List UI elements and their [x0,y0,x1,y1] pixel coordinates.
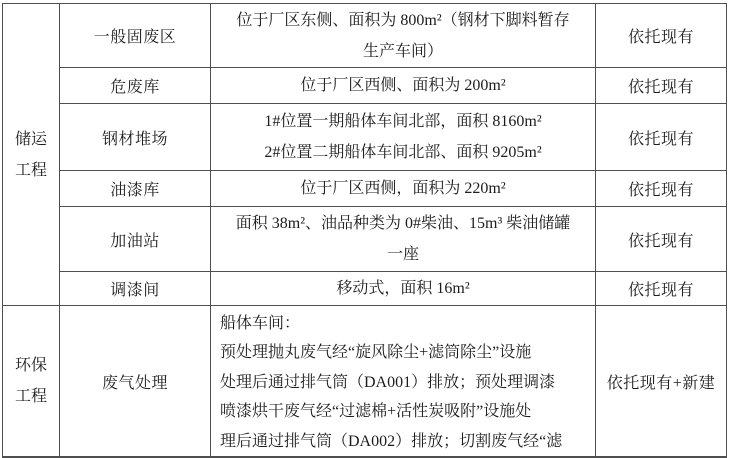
description-line: 面积 38m²、油品种类为 0#柴油、15m³ 柴油储罐 [235,215,571,232]
section-label-line: 工程 [14,388,47,406]
table-row [3,272,727,306]
facility-cell: 一般固废区 [60,4,211,68]
description-line: 生产车间） [362,42,443,60]
description-cell [211,272,596,306]
description-line: 一座 [386,246,419,263]
status-cell: 依托现有 [596,171,727,207]
table-row [3,104,727,171]
section-label-line: 储运 [14,130,47,148]
description-cell [211,207,596,272]
status-cell: 依托现有 [596,104,727,171]
description-line: 1#位置一期船体车间北部，面积 8160m² [264,113,542,130]
status-cell: 依托现有 [596,4,727,68]
facility-cell: 废气处理 [60,306,211,458]
description-line: 船体车间： [220,315,301,332]
facility-cell: 钢材堆场 [60,104,211,171]
description-cell [211,104,596,171]
facility-cell: 油漆库 [60,171,211,207]
status-cell: 依托现有 [596,68,727,104]
table-row [3,171,727,207]
description-line: 理后通过排气筒（DA002）排放；切割废气经“滤 [220,432,563,450]
status-cell: 依托现有 [596,207,727,272]
description-line: 喷漆烘干废气经“过滤棉+活性炭吸附”设施处 [220,403,532,421]
table-row [3,306,727,458]
description-cell [211,171,596,207]
project-overview-table [2,3,727,458]
status-cell: 依托现有 [596,272,727,306]
description-line: 2#位置二期船体车间北部、面积 9205m² [264,144,542,161]
facility-cell: 调漆间 [60,272,211,306]
section-cell-environment [3,306,60,458]
status-cell: 依托现有+新建 [596,306,727,458]
facility-cell: 危废库 [60,68,211,104]
facility-cell: 加油站 [60,207,211,272]
description-line: 预处理抛丸废气经“旋风除尘+滤筒除尘”设施 [220,344,532,362]
description-line: 处理后通过排气筒（DA001）排放；预处理调漆 [220,373,556,391]
section-label-line: 工程 [14,161,47,179]
description-cell [211,4,596,68]
description-cell [211,68,596,104]
description-cell [211,306,596,458]
description-line: 移动式，面积 16m² [336,280,470,297]
description-line: 位于厂区西侧、面积为 200m² [300,77,506,94]
table-row [3,68,727,104]
table-row [3,4,727,68]
description-line: 位于厂区东侧、面积为 800m²（钢材下脚料暂存 [236,11,570,29]
table-row [3,207,727,272]
description-line: 位于厂区西侧，面积为 220m² [300,180,506,197]
section-cell-storage [3,4,60,306]
section-label-line: 环保 [14,357,47,375]
